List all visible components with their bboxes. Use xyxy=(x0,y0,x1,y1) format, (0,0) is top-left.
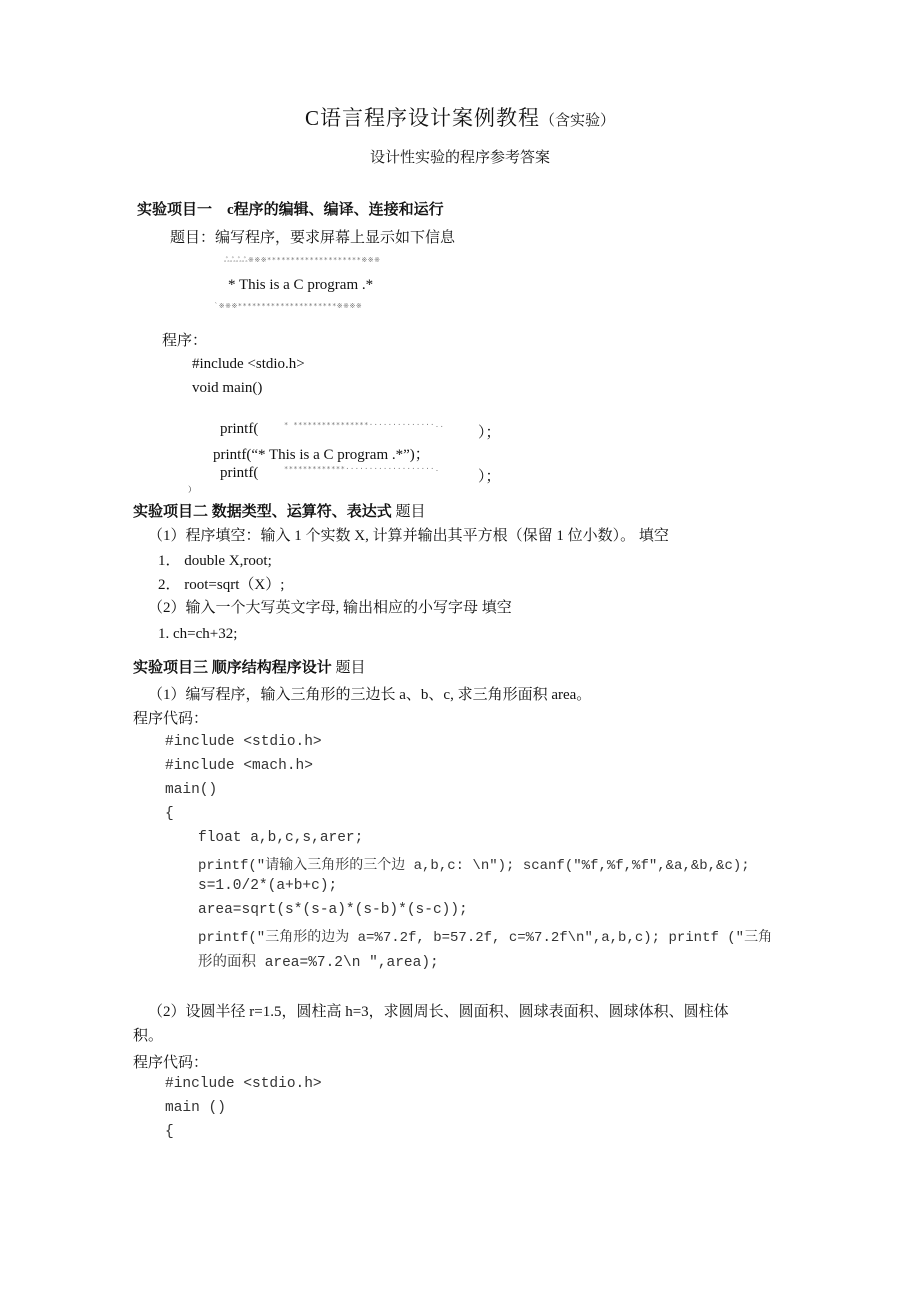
exp3-heading-text: 实验项目三 顺序结构程序设计 xyxy=(133,660,332,676)
exp2-answer-3: 1. ch=ch+32; xyxy=(158,626,238,642)
title-main: C语言程序设计案例教程 xyxy=(304,106,540,130)
exp1-task: 题目：编写程序，要求屏幕上显示如下信息 xyxy=(170,230,456,246)
code-line: #include <mach.h> xyxy=(165,758,313,774)
code-line: printf("三角形的边为 a=%7.2f, b=57.2f, c=%7.2f\n",a,b,c); printf ("三角 xyxy=(198,930,773,946)
code-line: #include <stdio.h> xyxy=(165,734,322,750)
exp3-heading xyxy=(133,656,366,677)
code-line: printf( xyxy=(220,465,259,481)
code-line: printf(“* This is a C program .*”)； xyxy=(213,447,430,463)
code-label: 程序代码： xyxy=(133,711,209,727)
stars-top-decoration: ஃஃஃஃ※※※********************※※※ xyxy=(224,256,381,264)
code-label: 程序代码： xyxy=(133,1055,209,1071)
exp2-answer-2: 2． root=sqrt（X）; xyxy=(158,577,285,593)
code-line: { xyxy=(165,806,174,822)
code-line: ） xyxy=(188,485,196,494)
exp3-question-2: （2）设圆半径 r=1.5，圆柱高 h=3，求圆周长、圆面积、圆球表面积、圆球体积、圆柱体 xyxy=(148,1004,729,1020)
code-line: area=sqrt(s*(s-a)*(s-b)*(s-c)); xyxy=(198,902,468,918)
exp3-question-1: （1）编写程序，输入三角形的三边长 a、b、c, 求三角形面积 area。 xyxy=(148,687,592,703)
exp3-heading-suffix: 题目 xyxy=(335,660,366,676)
code-line: #include <stdio.h> xyxy=(192,356,305,372)
exp3-question-2-cont: 积。 xyxy=(133,1028,164,1044)
code-line: ）； xyxy=(478,425,501,441)
code-line: main () xyxy=(165,1100,226,1116)
stars-inline-decoration: *************···················. xyxy=(284,465,440,473)
code-line: void main() xyxy=(192,380,263,396)
stars-bottom-decoration: `※※※*********************※※※※ xyxy=(214,302,363,310)
code-line: float a,b,c,s,arer; xyxy=(198,830,364,846)
stars-inline-decoration: * ****************··············.. xyxy=(284,421,445,429)
code-line: ）； xyxy=(478,469,501,485)
program-label: 程序： xyxy=(162,333,208,349)
page-title xyxy=(0,102,920,132)
exp2-question-1: （1）程序填空：输入 1 个实数 X, 计算并输出其平方根（保留 1 位小数）。 填空 xyxy=(148,528,669,544)
exp2-question-2: （2）输入一个大写英文字母, 输出相应的小写字母 填空 xyxy=(148,600,512,616)
exp2-heading xyxy=(133,500,426,521)
code-line: printf( xyxy=(220,421,259,437)
page-subtitle: 设计性实验的程序参考答案 xyxy=(369,150,550,166)
code-line: 形的面积 area=%7.2\n ",area); xyxy=(198,955,439,971)
code-line: #include <stdio.h> xyxy=(165,1076,322,1092)
code-line: printf("请输入三角形的三个边 a,b,c: \n"); scanf("%f,%f,%f",&a,&b,&c); xyxy=(198,858,750,874)
code-line: main() xyxy=(165,782,218,798)
code-line: s=1.0/2*(a+b+c); xyxy=(198,878,338,894)
exp1-message: * This is a C program .* xyxy=(228,277,374,293)
exp2-answer-1: 1． double X,root; xyxy=(158,553,272,569)
code-line: { xyxy=(165,1124,174,1140)
exp2-heading-suffix: 题目 xyxy=(395,504,426,520)
exp2-heading-text: 实验项目二 数据类型、运算符、表达式 xyxy=(133,504,392,520)
title-suffix: （含实验） xyxy=(540,113,616,129)
exp1-heading: 实验项目一 c程序的编辑、编译、连接和运行 xyxy=(137,202,444,218)
